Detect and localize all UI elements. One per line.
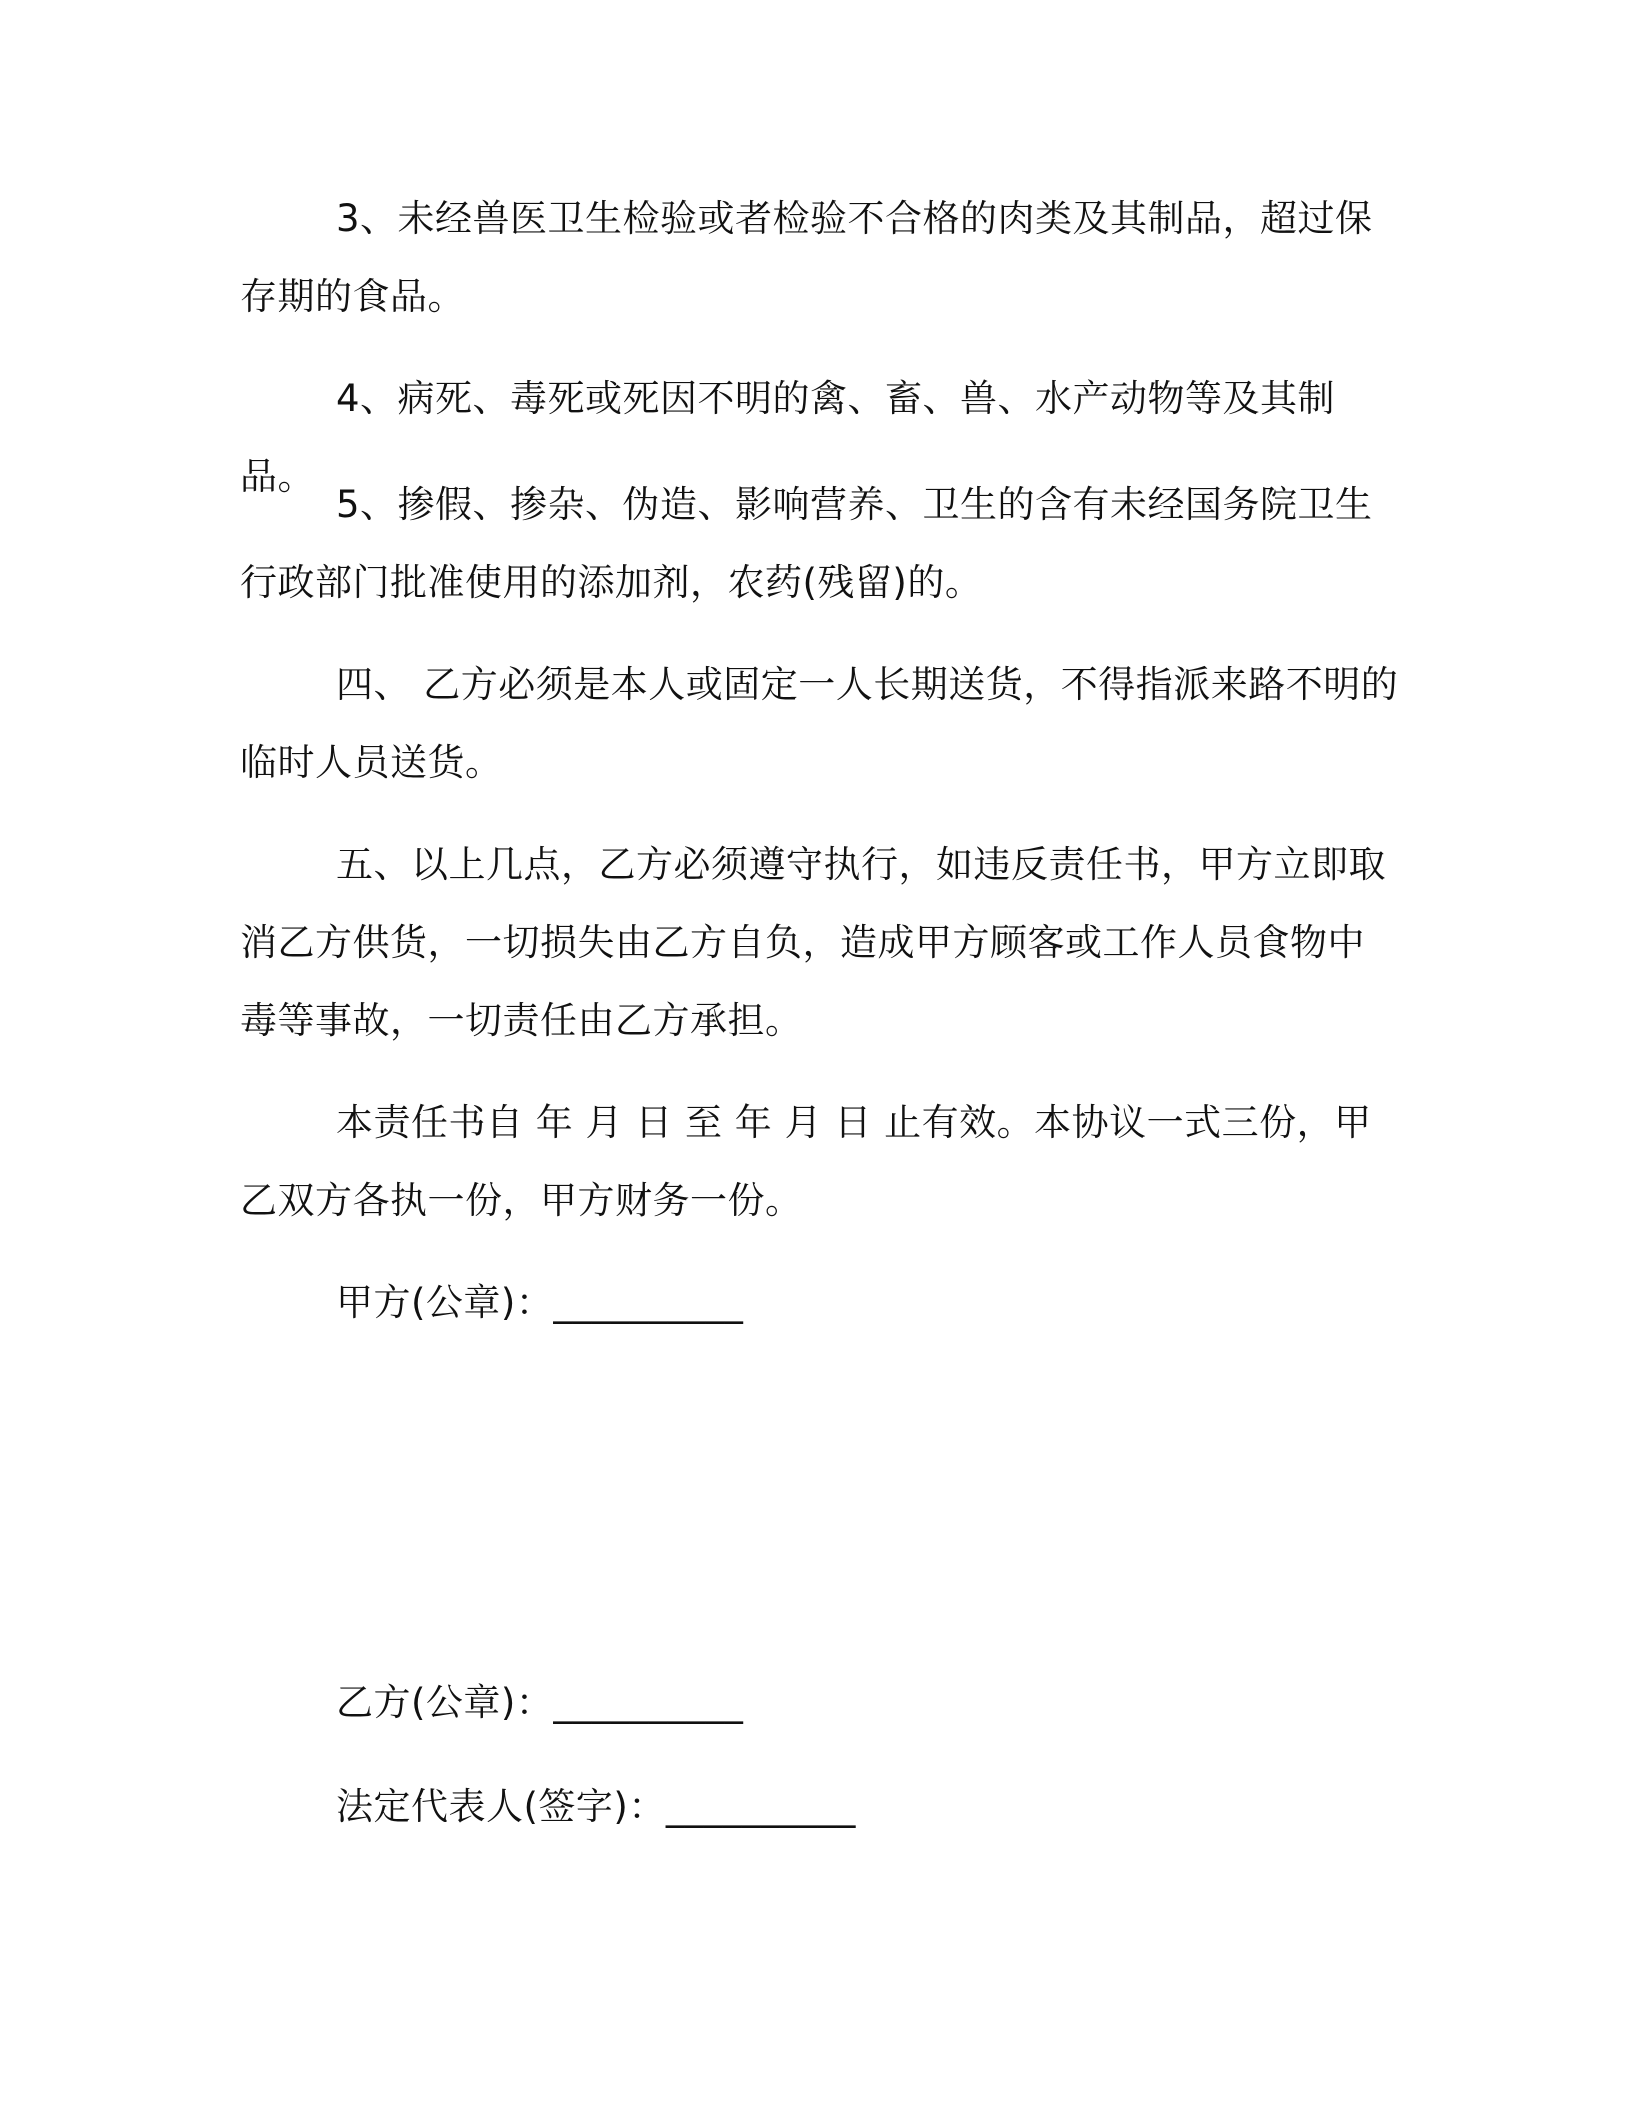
legal-rep-label: 法定代表人(签字)： xyxy=(336,1785,666,1828)
clause-3-expired-meat: 3、未经兽医卫生检验或者检验不合格的肉类及其制品，超过保存期的食品。 xyxy=(240,197,1373,318)
legal-rep-signature-line xyxy=(336,1768,856,1846)
section-5-penalties: 五、以上几点，乙方必须遵守执行，如违反责任书，甲方立即取消乙方供货，一切损失由乙方自负，造成甲方顾客或工作人员食物中毒等事故，一切责任由乙方承担。 xyxy=(240,843,1386,1042)
party-a-label: 甲方(公章)： xyxy=(336,1281,554,1324)
legal-rep-blank[interactable]: __________ xyxy=(665,1785,856,1828)
section-4-delivery-person: 四、 乙方必须是本人或固定一人长期送货，不得指派来路不明的临时人员送货。 xyxy=(240,663,1399,784)
clause-4-diseased-animals: 4、病死、毒死或死因不明的禽、畜、兽、水产动物等及其制品。 xyxy=(240,377,1336,498)
validity-period: 本责任书自 年 月 日 至 年 月 日 止有效。本协议一式三份，甲乙双方各执一份，甲方财务一份。 xyxy=(240,1101,1372,1222)
party-a-signature-line xyxy=(336,1264,743,1342)
party-a-blank[interactable]: __________ xyxy=(553,1281,744,1324)
clause-5-adulterated-food: 5、掺假、掺杂、伪造、影响营养、卫生的含有未经国务院卫生行政部门批准使用的添加剂，农药(残留)的。 xyxy=(240,483,1373,604)
party-b-blank[interactable]: __________ xyxy=(553,1681,744,1724)
party-b-signature-line xyxy=(336,1664,743,1742)
party-b-label: 乙方(公章)： xyxy=(336,1681,554,1724)
